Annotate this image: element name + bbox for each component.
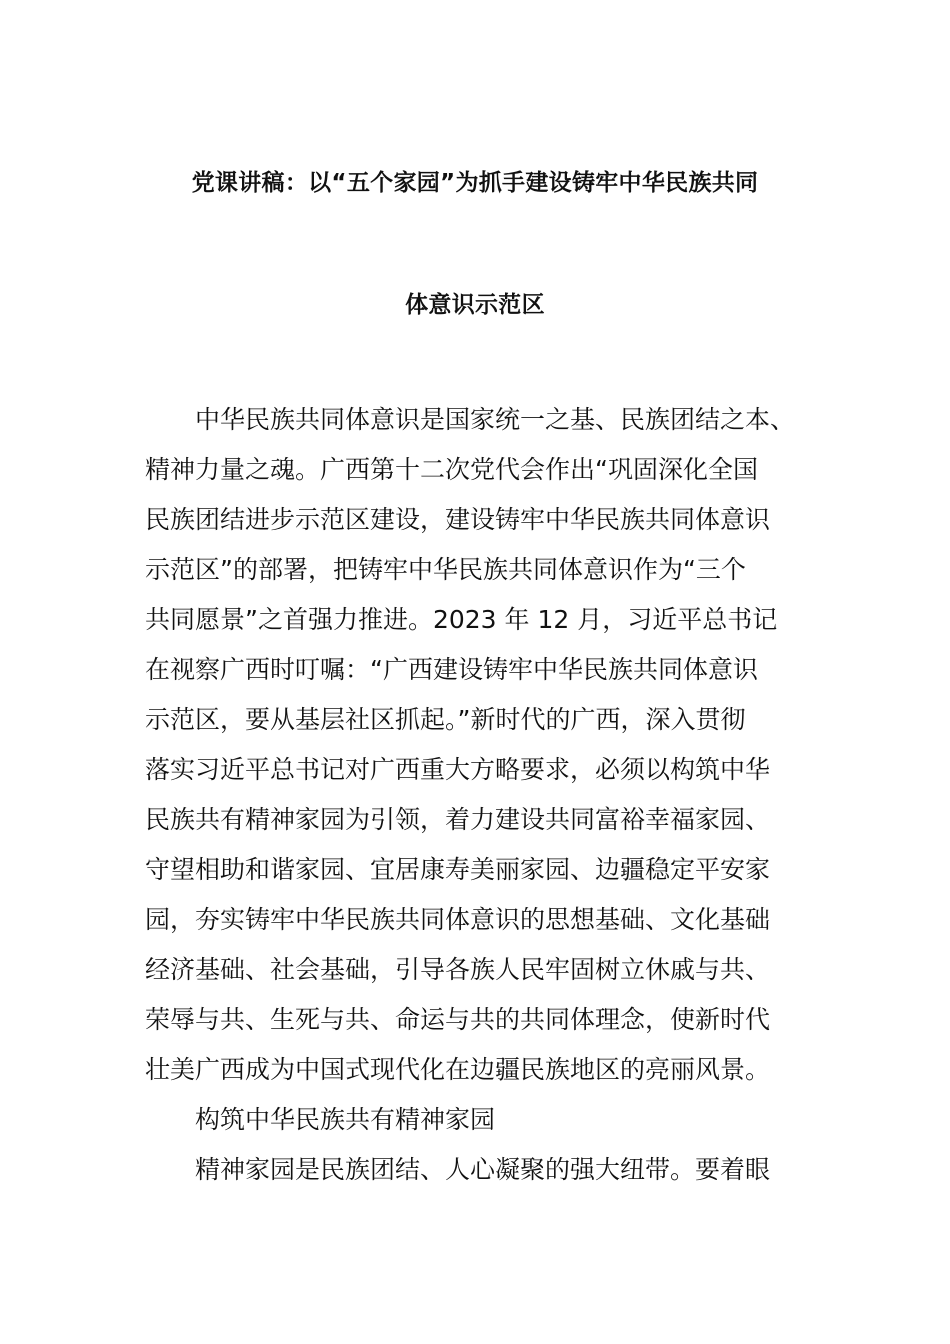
paragraph-line: 精神家园是民族团结、人心凝聚的强大纽带。要着眼 (195, 1155, 771, 1184)
paragraph-line: 示范区，要从基层社区抓起。”新时代的广西，深入贯彻 (145, 705, 746, 734)
paragraph-line: 落实习近平总书记对广西重大方略要求，必须以构筑中华 (145, 755, 771, 784)
paragraph-line: 荣辱与共、生死与共、命运与共的共同体理念，使新时代 (145, 1005, 771, 1034)
paragraph-line: 园，夯实铸牢中华民族共同体意识的思想基础、文化基础 (145, 905, 771, 934)
paragraph-line: 中华民族共同体意识是国家统一之基、民族团结之本、 (195, 405, 796, 434)
paragraph-line: 共同愿景”之首强力推进。2023 年 12 月，习近平总书记 (145, 605, 778, 634)
paragraph-line: 经济基础、社会基础，引导各族人民牢固树立休戚与共、 (145, 955, 771, 984)
paragraph-line: 守望相助和谐家园、宜居康寿美丽家园、边疆稳定平安家 (145, 855, 771, 884)
paragraph-line: 在视察广西时叮嘱：“广西建设铸牢中华民族共同体意识 (145, 655, 758, 684)
section-heading: 构筑中华民族共有精神家园 (195, 1105, 496, 1134)
paragraph-line: 民族团结进步示范区建设，建设铸牢中华民族共同体意识 (145, 505, 771, 534)
document-title-line-1: 党课讲稿：以“五个家园”为抓手建设铸牢中华民族共同 (191, 170, 759, 196)
paragraph-line: 示范区”的部署，把铸牢中华民族共同体意识作为“三个 (145, 555, 746, 584)
document-title-line-2: 体意识示范区 (405, 292, 545, 318)
paragraph-line: 壮美广西成为中国式现代化在边疆民族地区的亮丽风景。 (145, 1055, 771, 1084)
paragraph-line: 精神力量之魂。广西第十二次党代会作出“巩固深化全国 (145, 455, 758, 484)
paragraph-line: 民族共有精神家园为引领，着力建设共同富裕幸福家园、 (145, 805, 771, 834)
